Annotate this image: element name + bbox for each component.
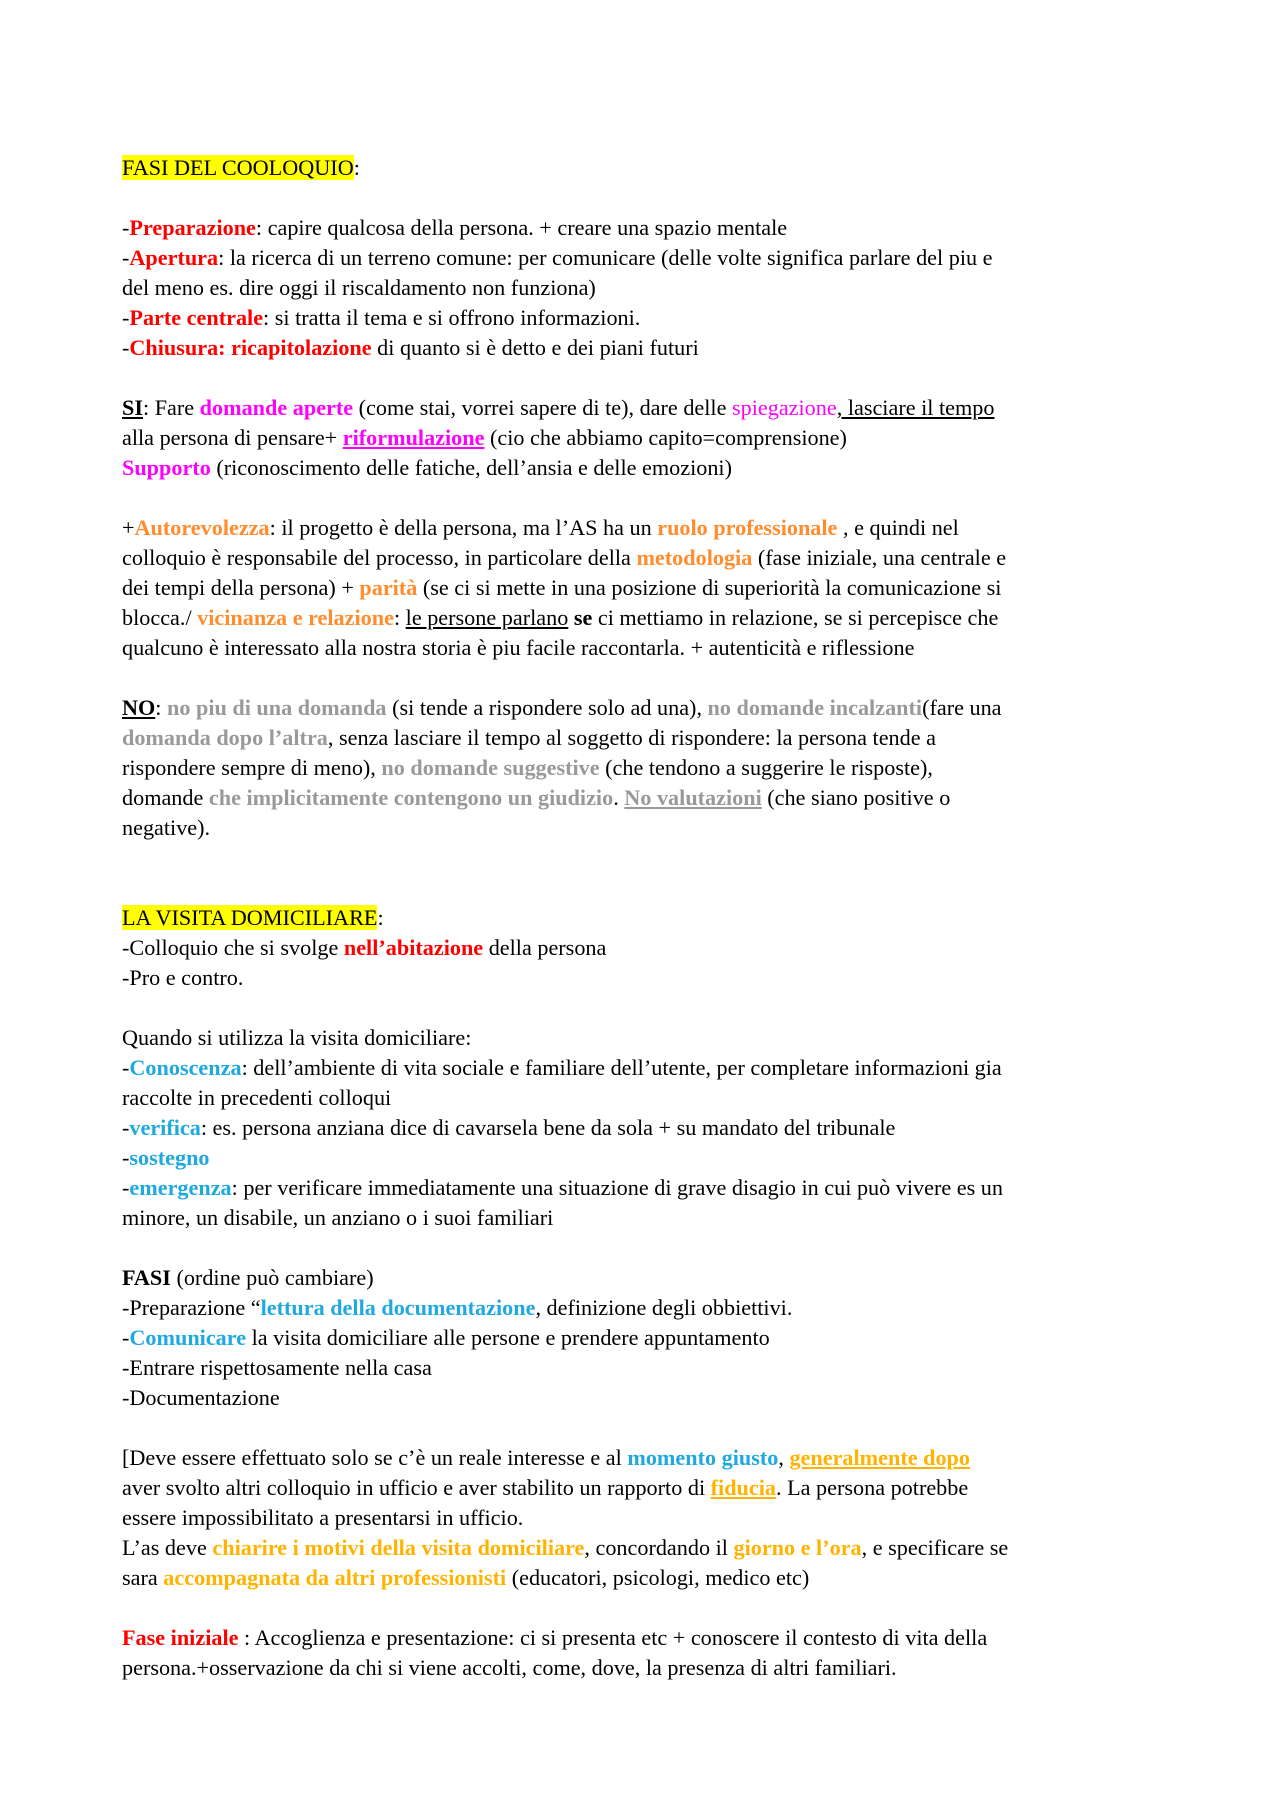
styled-text-run: SI [122,395,143,420]
text-run: : Fare [142,395,200,420]
paragraph-spacer [122,843,1162,903]
text-run: (come stai, vorrei sapere di te), dare delle [353,395,732,420]
text-line [122,1173,1162,1203]
text-run: rispondere sempre di meno), [122,755,382,780]
text-run: persona.+osservazione da chi si viene accolti, come, dove, la presenza di altri familiari. [122,1655,897,1680]
text-run: : [377,905,384,930]
styled-text-run: domanda dopo l’altra [122,725,328,750]
text-line [122,273,1162,303]
text-line [122,963,1162,993]
text-run: dei tempi della persona) + [122,575,360,600]
text-run: - [122,1055,130,1080]
text-run: (ordine può cambiare) [170,1265,374,1290]
styled-text-run: se [573,605,593,630]
text-line [122,723,1162,753]
styled-text-run: Preparazione [129,215,256,240]
styled-text-run: No valutazioni [624,785,762,810]
styled-text-run: no domande incalzanti [707,695,923,720]
styled-text-run: FASI DEL COOLOQUIO [122,155,354,180]
text-run: : Accoglienza e presentazione: ci si presenta etc + conoscere il contesto di vita della [238,1625,988,1650]
text-line [122,1653,1162,1683]
text-run: - [122,305,130,330]
text-run: . La persona potrebbe [776,1475,969,1500]
text-run: : capire qualcosa della persona. + creare una spazio mentale [255,215,788,240]
paragraph-spacer [122,1233,1162,1263]
text-line [122,1113,1162,1143]
text-line [122,573,1162,603]
text-run: blocca./ [122,605,198,630]
styled-text-run: nell’abitazione [343,935,484,960]
paragraph-spacer [122,993,1162,1023]
text-run: (educatori, psicologi, medico etc) [506,1565,810,1590]
styled-text-run: che implicitamente contengono un giudizio [208,785,614,810]
text-run: (fase iniziale, una centrale e [752,545,1007,570]
paragraph-spacer [122,183,1162,213]
text-run: colloquio è responsabile del processo, in particolare della [122,545,637,570]
text-run: -Preparazione “ [122,1295,261,1320]
text-run: : il progetto è della persona, ma l’AS ha un [269,515,658,540]
styled-text-run: parità [359,575,418,600]
styled-text-run: generalmente dopo [789,1445,970,1470]
text-line [122,1473,1162,1503]
text-run: (cio che abbiamo capito=comprensione) [484,425,847,450]
text-line [122,1623,1162,1653]
text-run: : es. persona anziana dice di cavarsela bene da sola + su mandato del tribunale [200,1115,896,1140]
styled-text-run: accompagnata da altri professionisti [163,1565,507,1590]
text-line [122,1023,1162,1053]
text-run: -Documentazione [122,1385,280,1410]
text-line [122,693,1162,723]
styled-text-run: Comunicare [129,1325,247,1350]
text-run: (fare una [922,695,1002,720]
text-line [122,783,1162,813]
styled-text-run: emergenza [129,1175,232,1200]
text-run: la visita domiciliare alle persone e prendere appuntamento [246,1325,770,1350]
paragraph [122,1263,1162,1413]
text-run: Quando si utilizza la visita domiciliare: [122,1025,472,1050]
paragraph-spacer [122,483,1162,513]
styled-text-run: ruolo professionale [657,515,838,540]
paragraph [122,213,1162,363]
paragraph-spacer [122,663,1162,693]
text-run: : [155,695,167,720]
text-line [122,1053,1162,1083]
styled-text-run: fiducia [710,1475,776,1500]
text-run: : dell’ambiente di vita sociale e familiare dell’utente, per completare informazioni gia [241,1055,1002,1080]
text-run: : per verificare immediatamente una situazione di grave disagio in cui può vivere es un [231,1175,1003,1200]
text-run: alla persona di pensare+ [122,425,343,450]
styled-text-run: lettura della documentazione [260,1295,536,1320]
text-run: -Pro e contro. [122,965,244,990]
text-line [122,903,1162,933]
text-run: - [122,1145,130,1170]
text-run: . [613,785,625,810]
text-run: (riconoscimento delle fatiche, dell’ansia e delle emozioni) [210,455,732,480]
text-line [122,1503,1162,1533]
styled-text-run: domande aperte [199,395,354,420]
text-run: , definizione degli obbiettivi. [535,1295,793,1320]
text-run: (si tende a rispondere solo ad una), [386,695,708,720]
text-line [122,603,1162,633]
text-run: L’as deve [122,1535,213,1560]
text-run: (che siano positive o [761,785,951,810]
text-run: ci mettiamo in relazione, se si percepisce che [592,605,999,630]
text-line [122,753,1162,783]
text-line [122,1353,1162,1383]
text-run: , e quindi nel [837,515,959,540]
styled-text-run: metodologia [636,545,753,570]
text-run: + [122,515,135,540]
text-line [122,1203,1162,1233]
text-run: - [122,335,130,360]
text-run: raccolte in precedenti colloqui [122,1085,392,1110]
text-run: -Entrare rispettosamente nella casa [122,1355,432,1380]
text-run: : [393,605,406,630]
styled-text-run: spiegazione [731,395,837,420]
styled-text-run: verifica [129,1115,201,1140]
paragraph-spacer [122,363,1162,393]
styled-text-run: sostegno [129,1145,210,1170]
styled-text-run: Autorevolezza [134,515,270,540]
text-run: della persona [483,935,607,960]
text-run: [Deve essere effettuato solo se c’è un reale interesse e al [122,1445,628,1470]
text-run: , senza lasciare il tempo al soggetto di rispondere: la persona tende a [327,725,936,750]
text-line [122,633,1162,663]
text-line [122,1563,1162,1593]
text-run: essere impossibilitato a presentarsi in ufficio. [122,1505,524,1530]
text-line [122,213,1162,243]
styled-text-run: no piu di una domanda [167,695,387,720]
text-line [122,333,1162,363]
text-line [122,1263,1162,1293]
text-run: domande [122,785,209,810]
styled-text-run: giorno e l’ora [733,1535,862,1560]
text-run: - [122,215,130,240]
paragraph-spacer [122,1593,1162,1623]
text-line [122,813,1162,843]
paragraph [122,513,1162,663]
paragraph [122,153,1162,183]
styled-text-run: le persone parlano [405,605,569,630]
styled-text-run: Chiusura: ricapitolazione [129,335,372,360]
text-run: negative). [122,815,211,840]
paragraph [122,1443,1162,1593]
text-run: : la ricerca di un terreno comune: per comunicare (delle volte significa parlare del piu e [218,245,993,270]
text-line [122,453,1162,483]
text-line [122,243,1162,273]
text-run: (che tendono a suggerire le risposte), [599,755,933,780]
text-run: minore, un disabile, un anziano o i suoi familiari [122,1205,554,1230]
styled-text-run: riformulazione [342,425,485,450]
text-line [122,1083,1162,1113]
text-run: , e specificare se [861,1535,1009,1560]
text-line [122,1443,1162,1473]
styled-text-run: chiarire i motivi della visita domiciliare [212,1535,585,1560]
text-line [122,1293,1162,1323]
paragraph [122,693,1162,843]
text-line [122,513,1162,543]
text-line [122,1383,1162,1413]
text-line [122,153,1162,183]
text-line [122,1533,1162,1563]
text-run: aver svolto altri colloquio in ufficio e aver stabilito un rapporto di [122,1475,711,1500]
styled-text-run: LA VISITA DOMICILIARE [122,905,378,930]
styled-text-run: Supporto [122,455,211,480]
styled-text-run: FASI [122,1265,171,1290]
text-line [122,1323,1162,1353]
styled-text-run: NO [122,695,156,720]
styled-text-run: Parte centrale [129,305,264,330]
text-line [122,933,1162,963]
paragraph [122,1023,1162,1233]
paragraph [122,393,1162,483]
styled-text-run: Conoscenza [129,1055,242,1080]
text-run: qualcuno è interessato alla nostra storia è piu facile raccontarla. + autenticità e riflessione [122,635,915,660]
text-run: (se ci si mette in una posizione di superiorità la comunicazione si [417,575,1002,600]
text-run: - [122,1115,130,1140]
styled-text-run: no domande suggestive [381,755,600,780]
text-run: , [778,1445,790,1470]
text-run: - [122,1325,130,1350]
text-run: sara [122,1565,164,1590]
text-line [122,393,1162,423]
styled-text-run: Fase iniziale [122,1625,239,1650]
paragraph [122,903,1162,993]
text-run: -Colloquio che si svolge [122,935,344,960]
text-run: - [122,1175,130,1200]
paragraph [122,1623,1162,1683]
text-run: : si tratta il tema e si offrono informazioni. [263,305,641,330]
styled-text-run: Apertura [129,245,219,270]
text-run: - [122,245,130,270]
text-run: , concordando il [584,1535,734,1560]
styled-text-run: vicinanza e relazione [197,605,394,630]
text-line [122,303,1162,333]
text-line [122,1143,1162,1173]
text-line [122,543,1162,573]
text-run: di quanto si è detto e dei piani futuri [371,335,699,360]
styled-text-run: momento giusto [627,1445,779,1470]
styled-text-run: , lasciare il tempo [836,395,995,420]
paragraph-spacer [122,1413,1162,1443]
text-line [122,423,1162,453]
text-run: : [353,155,360,180]
text-run: del meno es. dire oggi il riscaldamento non funziona) [122,275,596,300]
document-body [122,153,1162,1683]
